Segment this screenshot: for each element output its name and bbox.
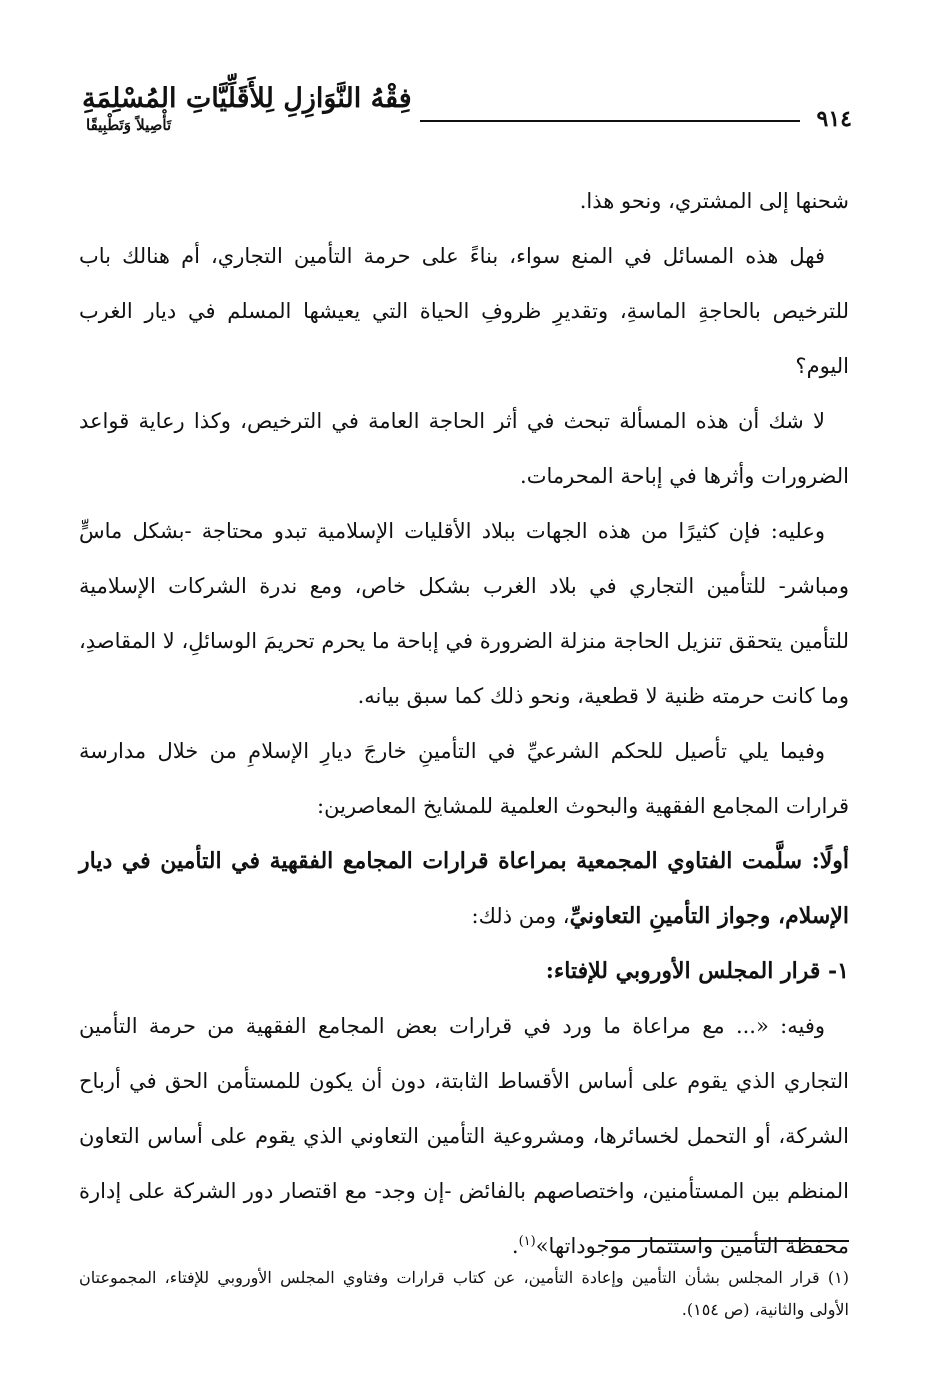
book-title-logo [82, 84, 412, 148]
quote-end: . [511, 1234, 519, 1258]
page-number: ٩١٤ [816, 106, 852, 132]
paragraph: فهل هذه المسائل في المنع سواء، بناءً على حرمة التأمين التجاري، أم هنالك باب للترخيص بالحاجةِ الماسةِ، وتقديرِ ظروفِ الحياة التي يعيشها المسلم في ديار الغرب اليوم؟ [79, 244, 849, 378]
section-heading-tail: ، ومن ذلك: [471, 904, 570, 928]
quote-paragraph [79, 999, 849, 1274]
quote-text: وفيه: «... مع مراعاة ما ورد في قرارات بعض المجامع الفقهية من حرمة التأمين التجاري الذي يقوم على أساس الأقساط الثابتة، دون أن يكون للمستأمن الحق في أرباح الشركة، أو التحمل لخسائرها، ومشروعية التأمين التعاوني الذي يقوم على أساس التعاون المنظم بين المستأمنين، واختصاصهم بالفائض -إن وجد- مع اقتصار دور الشركة على إدارة محفظة التأمين واستثمار موجوداتها» [79, 1014, 849, 1258]
running-header [82, 70, 852, 150]
book-subtitle: تَأْصِيلاً وَتَطْبِيقًا [86, 115, 172, 134]
footnote-reference: (١) [518, 1234, 536, 1249]
page-body [79, 174, 849, 1274]
paragraph: لا شك أن هذه المسألة تبحث في أثر الحاجة العامة في الترخيص، وكذا رعاية قواعد الضرورات وأثرها في إباحة المحرمات. [79, 409, 849, 488]
header-rule [420, 120, 800, 122]
paragraph: وفيما يلي تأصيل للحكم الشرعيِّ في التأمينِ خارجَ ديارِ الإسلامِ من خلال مدارسة قرارات المجامع الفقهية والبحوث العلمية للمشايخ المعاصرين: [79, 739, 849, 818]
subsection-heading: ١- قرار المجلس الأوروبي للإفتاء: [545, 958, 849, 984]
footnote: (١) قرار المجلس بشأن التأمين وإعادة التأمين، عن كتاب قرارات وفتاوي المجلس الأوروبي للإفتاء، المجموعتان الأولى والثانية، (ص ١٥٤). [79, 1268, 849, 1319]
paragraph: شحنها إلى المشتري، ونحو هذا. [579, 189, 849, 213]
section-heading-text: أولًا: سلَّمت الفتاوي المجمعية بمراعاة قرارات المجامع الفقهية في التأمين في ديار الإسلام، وجواز التأمينِ التعاونيِّ [79, 848, 849, 929]
footnote-rule [605, 1240, 849, 1242]
section-heading [79, 834, 849, 944]
paragraph: وعليه: فإن كثيرًا من هذه الجهات ببلاد الأقليات الإسلامية تبدو محتاجة -بشكل ماسٍّ ومباشر- للتأمين التجاري في بلاد الغرب بشكل خاص، ومع ندرة الشركات الإسلامية للتأمين يتحقق تنزيل الحاجة منزلة الضرورة في إباحة ما يحرم تحريمَ الوسائلِ، لا المقاصدِ، وما كانت حرمته ظنية لا قطعية، ونحو ذلك كما سبق بيانه. [79, 519, 849, 708]
book-title: فِقْهُ النَّوَازِلِ لِلأَقَلِّيَّاتِ المُسْلِمَةِ [82, 83, 412, 114]
